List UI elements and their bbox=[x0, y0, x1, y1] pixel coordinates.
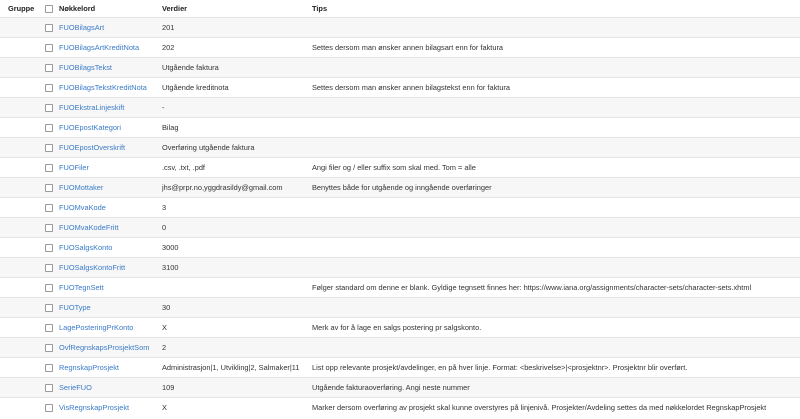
row-select-cell bbox=[45, 344, 59, 352]
value-cell: Utgående faktura bbox=[162, 63, 219, 72]
value-cell: Bilag bbox=[162, 123, 179, 132]
keyword-link[interactable]: VisRegnskapProsjekt bbox=[59, 403, 130, 412]
keyword-link[interactable]: FUOType bbox=[59, 303, 91, 312]
keyword-cell bbox=[59, 83, 162, 92]
keyword-cell bbox=[59, 23, 162, 32]
row-select-cell bbox=[45, 204, 59, 212]
row-select-cell bbox=[45, 44, 59, 52]
tip-cell: Følger standard om denne er blank. Gyldige tegnsett finnes her: https://www.iana.org/assignments/character-sets/character-sets.xhtml bbox=[312, 283, 752, 292]
row-checkbox[interactable] bbox=[45, 204, 53, 212]
value-cell: 201 bbox=[162, 23, 175, 32]
row-select-cell bbox=[45, 164, 59, 172]
select-all-checkbox[interactable] bbox=[45, 5, 53, 13]
table-row bbox=[0, 217, 800, 237]
column-header-keyword[interactable]: Nøkkelord bbox=[59, 4, 96, 13]
table-row bbox=[0, 77, 800, 97]
row-select-cell bbox=[45, 104, 59, 112]
row-checkbox[interactable] bbox=[45, 244, 53, 252]
table-body bbox=[0, 17, 800, 417]
row-select-cell bbox=[45, 284, 59, 292]
row-select-cell bbox=[45, 384, 59, 392]
keyword-cell bbox=[59, 303, 162, 312]
table-row bbox=[0, 357, 800, 377]
keyword-cell bbox=[59, 183, 162, 192]
keyword-link[interactable]: RegnskapProsjekt bbox=[59, 363, 119, 372]
table-row bbox=[0, 237, 800, 257]
value-cell: 3 bbox=[162, 203, 167, 212]
keyword-link[interactable]: FUOSalgsKontoFritt bbox=[59, 263, 126, 272]
keyword-cell bbox=[59, 143, 162, 152]
tip-cell: Angi filer og / eller suffix som skal med. Tom = alle bbox=[312, 163, 476, 172]
keyword-cell bbox=[59, 343, 162, 352]
row-select-cell bbox=[45, 84, 59, 92]
row-checkbox[interactable] bbox=[45, 304, 53, 312]
row-checkbox[interactable] bbox=[45, 184, 53, 192]
keyword-link[interactable]: FUOEpostKategori bbox=[59, 123, 122, 132]
row-checkbox[interactable] bbox=[45, 44, 53, 52]
keyword-link[interactable]: FUOMottaker bbox=[59, 183, 104, 192]
row-checkbox[interactable] bbox=[45, 64, 53, 72]
row-checkbox[interactable] bbox=[45, 224, 53, 232]
row-checkbox[interactable] bbox=[45, 84, 53, 92]
value-cell: 109 bbox=[162, 383, 175, 392]
row-select-cell bbox=[45, 404, 59, 412]
value-cell: X bbox=[162, 403, 167, 412]
keyword-link[interactable]: SerieFUO bbox=[59, 383, 92, 392]
keyword-cell bbox=[59, 163, 162, 172]
keyword-cell bbox=[59, 63, 162, 72]
value-cell: jhs@prpr.no,yggdrasildy@gmail.com bbox=[162, 183, 283, 192]
keyword-cell bbox=[59, 403, 162, 412]
value-cell: 3000 bbox=[162, 243, 179, 252]
row-checkbox[interactable] bbox=[45, 124, 53, 132]
table-header-row bbox=[0, 0, 800, 17]
value-cell: .csv, .txt, .pdf bbox=[162, 163, 205, 172]
value-cell: - bbox=[162, 103, 165, 112]
table-row bbox=[0, 157, 800, 177]
value-cell: 202 bbox=[162, 43, 175, 52]
row-select-cell bbox=[45, 144, 59, 152]
row-checkbox[interactable] bbox=[45, 404, 53, 412]
keyword-cell bbox=[59, 123, 162, 132]
row-select-cell bbox=[45, 244, 59, 252]
keyword-cell bbox=[59, 243, 162, 252]
table-row bbox=[0, 97, 800, 117]
tip-cell: Settes dersom man ønsker annen bilagstekst enn for faktura bbox=[312, 83, 511, 92]
keyword-link[interactable]: FUOEpostOverskrift bbox=[59, 143, 126, 152]
keyword-link[interactable]: FUOFiler bbox=[59, 163, 89, 172]
row-select-cell bbox=[45, 364, 59, 372]
keyword-link[interactable]: FUOBilagsTekstKreditNota bbox=[59, 83, 147, 92]
keyword-cell bbox=[59, 203, 162, 212]
keyword-cell bbox=[59, 383, 162, 392]
tip-cell: Benyttes både for utgående og inngående overføringer bbox=[312, 183, 492, 192]
tip-cell: Merk av for å lage en salgs postering pr salgskonto. bbox=[312, 323, 482, 332]
keyword-link[interactable]: FUOMvaKode bbox=[59, 203, 106, 212]
keyword-link[interactable]: LagePosteringPrKonto bbox=[59, 323, 134, 332]
column-header-tips[interactable]: Tips bbox=[312, 4, 328, 13]
row-select-cell bbox=[45, 304, 59, 312]
table-row bbox=[0, 137, 800, 157]
value-cell: 30 bbox=[162, 303, 171, 312]
value-cell: X bbox=[162, 323, 167, 332]
row-checkbox[interactable] bbox=[45, 344, 53, 352]
table-row bbox=[0, 57, 800, 77]
column-header-value[interactable]: Verdier bbox=[162, 4, 188, 13]
row-checkbox[interactable] bbox=[45, 164, 53, 172]
tip-cell: Utgående fakturaoverføring. Angi neste nummer bbox=[312, 383, 470, 392]
keyword-link[interactable]: FUOBilagsArtKreditNota bbox=[59, 43, 140, 52]
keyword-cell bbox=[59, 43, 162, 52]
table-row bbox=[0, 17, 800, 37]
row-checkbox[interactable] bbox=[45, 364, 53, 372]
keyword-cell bbox=[59, 363, 162, 372]
table-row bbox=[0, 257, 800, 277]
value-cell: Utgående kreditnota bbox=[162, 83, 229, 92]
row-select-cell bbox=[45, 264, 59, 272]
keyword-link[interactable]: FUOBilagsTekst bbox=[59, 63, 112, 72]
column-header-group[interactable]: Gruppe bbox=[8, 4, 35, 13]
table-row bbox=[0, 177, 800, 197]
tip-cell: Marker dersom overføring av prosjekt skal kunne overstyres på linjenivå. Prosjekter/Avdeling settes da med nøkkelordet RegnskapProsjekt bbox=[312, 403, 767, 412]
row-checkbox[interactable] bbox=[45, 104, 53, 112]
row-checkbox[interactable] bbox=[45, 284, 53, 292]
row-select-cell bbox=[45, 24, 59, 32]
keyword-link[interactable]: FUOEkstraLinjeskift bbox=[59, 103, 125, 112]
keyword-link[interactable]: FUOBilagsArt bbox=[59, 23, 105, 32]
keyword-cell bbox=[59, 323, 162, 332]
keyword-cell bbox=[59, 223, 162, 232]
table-row bbox=[0, 277, 800, 297]
table-row bbox=[0, 397, 800, 417]
keyword-link[interactable]: FUOSalgsKonto bbox=[59, 243, 113, 252]
row-select-cell bbox=[45, 224, 59, 232]
row-select-cell bbox=[45, 124, 59, 132]
keyword-cell bbox=[59, 283, 162, 292]
keyword-link[interactable]: FUOTegnSett bbox=[59, 283, 104, 292]
keyword-cell bbox=[59, 263, 162, 272]
value-cell: 2 bbox=[162, 343, 167, 352]
tip-cell: Settes dersom man ønsker annen bilagsart enn for faktura bbox=[312, 43, 504, 52]
row-checkbox[interactable] bbox=[45, 384, 53, 392]
row-select-cell bbox=[45, 64, 59, 72]
row-checkbox[interactable] bbox=[45, 144, 53, 152]
row-checkbox[interactable] bbox=[45, 24, 53, 32]
value-cell: 0 bbox=[162, 223, 167, 232]
table-row bbox=[0, 117, 800, 137]
value-cell: 3100 bbox=[162, 263, 179, 272]
keyword-link[interactable]: FUOMvaKodeFritt bbox=[59, 223, 119, 232]
value-cell: Overføring utgående faktura bbox=[162, 143, 255, 152]
table-row bbox=[0, 317, 800, 337]
row-select-cell bbox=[45, 324, 59, 332]
value-cell: Administrasjon|1, Utvikling|2, Salmaker|11 bbox=[162, 363, 300, 372]
row-checkbox[interactable] bbox=[45, 264, 53, 272]
table-row bbox=[0, 197, 800, 217]
table-row bbox=[0, 377, 800, 397]
row-checkbox[interactable] bbox=[45, 324, 53, 332]
keyword-cell bbox=[59, 103, 162, 112]
table-row bbox=[0, 297, 800, 317]
tip-cell: List opp relevante prosjekt/avdelinger, en på hver linje. Format: <beskrivelse>|<prosjektnr>. Prosjektnr blir overført. bbox=[312, 363, 688, 372]
table-row bbox=[0, 37, 800, 57]
row-select-cell bbox=[45, 184, 59, 192]
select-all-cell bbox=[45, 5, 59, 13]
keyword-link[interactable]: OvfRegnskapsProsjektSom bbox=[59, 343, 150, 352]
table-row bbox=[0, 337, 800, 357]
